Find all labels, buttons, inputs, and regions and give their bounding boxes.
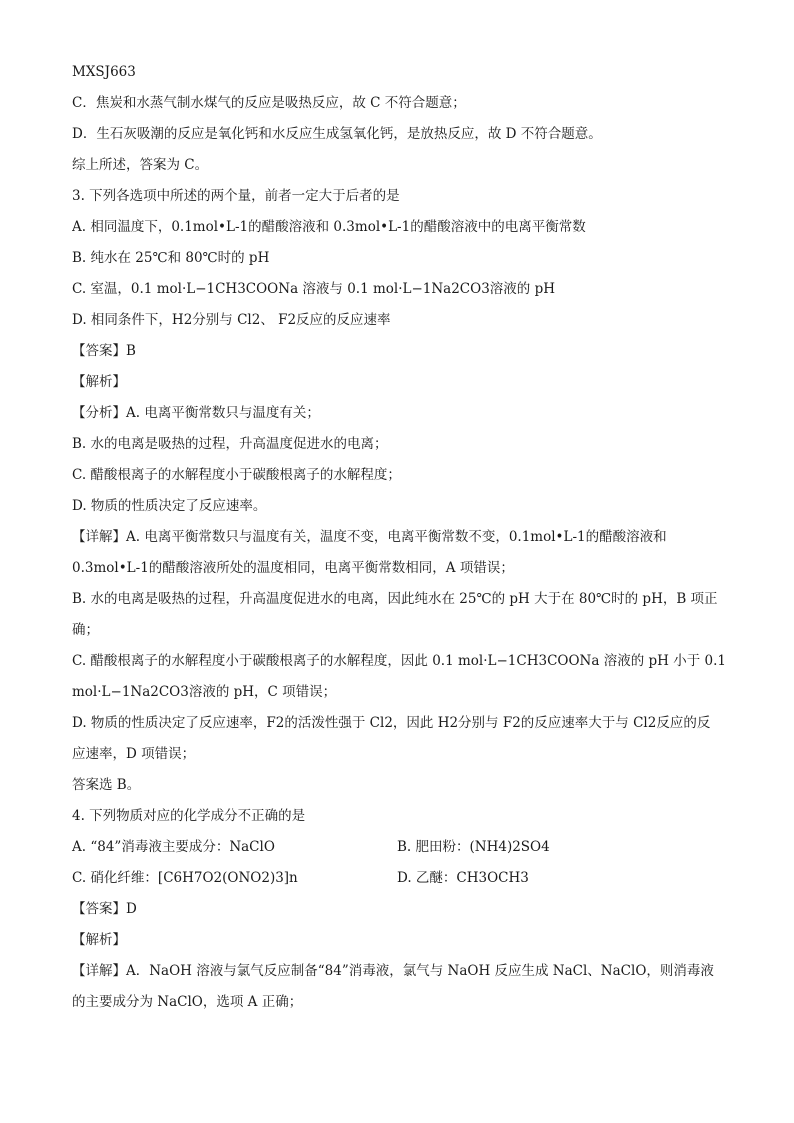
question-3-option-b: B. 纯水在 25℃和 80℃时的 pH [72,250,270,266]
text-line: D. 物质的性质决定了反应速率，F2的活泼性强于 Cl2，因此 H2分别与 F2的反应速率大于与 Cl2反应的反 [72,715,711,731]
analysis-label: 【解析】 [72,932,126,948]
answer-label: 【答案】B [72,343,136,359]
question-3-option-a: A. 相同温度下，0.1mol•L-1的醋酸溶液和 0.3mol•L-1的醋酸溶液中的电离平衡常数 [72,219,586,235]
question-3-stem: 3. 下列各选项中所述的两个量，前者一定大于后者的是 [72,188,400,204]
text-line: 【详解】A．NaOH 溶液与氯气反应制备“84”消毒液，氯气与 NaOH 反应生成 NaCl、NaClO，则消毒液 [72,963,714,979]
text-line: mol·L−1Na2CO3溶液的 pH，C 项错误； [72,684,337,700]
text-line: 0.3mol•L-1的醋酸溶液所处的温度相同，电离平衡常数相同，A 项错误； [72,560,514,576]
question-3-option-d: D. 相同条件下，H2分别与 Cl2、 F2反应的反应速率 [72,312,391,328]
text-line: 综上所述，答案为 C。 [72,157,209,173]
text-line: B. 水的电离是吸热的过程，升高温度促进水的电离，因此纯水在 25℃的 pH 大于在 80℃时的 pH，B 项正 [72,591,718,607]
question-4-option-b: B. 肥田粉：(NH4)2SO4 [397,839,550,855]
text-line: 答案选 B。 [72,777,141,793]
question-4-options-row-1 [72,837,732,868]
analysis-label: 【解析】 [72,374,126,390]
question-4-option-c: C. 硝化纤维：[C6H7O2(ONO2)3]n [72,870,298,886]
text-line: D. 物质的性质决定了反应速率。 [72,498,267,514]
answer-label: 【答案】D [72,901,137,917]
text-line: C. 醋酸根离子的水解程度小于碳酸根离子的水解程度； [72,467,401,483]
text-line: 【分析】A. 电离平衡常数只与温度有关； [72,405,320,421]
question-4-option-a: A. “84”消毒液主要成分：NaClO [72,839,275,855]
question-4-options-row-2 [72,868,732,899]
document-page [72,62,732,1023]
text-line: C. 醋酸根离子的水解程度小于碳酸根离子的水解程度，因此 0.1 mol·L−1CH3COONa 溶液的 pH 小于 0.1 [72,653,726,669]
header-code: MXSJ663 [72,64,136,80]
question-4-stem: 4. 下列物质对应的化学成分不正确的是 [72,808,306,824]
text-line: B. 水的电离是吸热的过程，升高温度促进水的电离； [72,436,388,452]
text-line: C．焦炭和水蒸气制水煤气的反应是吸热反应，故 C 不符合题意； [72,95,466,111]
text-line: 应速率，D 项错误； [72,746,196,762]
text-line: 的主要成分为 NaClO，选项 A 正确； [72,994,303,1010]
text-line: 【详解】A. 电离平衡常数只与温度有关，温度不变，电离平衡常数不变，0.1mol•L-1的醋酸溶液和 [72,529,667,545]
question-3-option-c: C. 室温，0.1 mol·L−1CH3COONa 溶液与 0.1 mol·L−1Na2CO3溶液的 pH [72,281,556,297]
text-line: 确； [72,622,99,638]
text-line: D．生石灰吸潮的反应是氧化钙和水反应生成氢氧化钙，是放热反应，故 D 不符合题意。 [72,126,602,142]
question-4-option-d: D. 乙醚：CH3OCH3 [397,870,529,886]
